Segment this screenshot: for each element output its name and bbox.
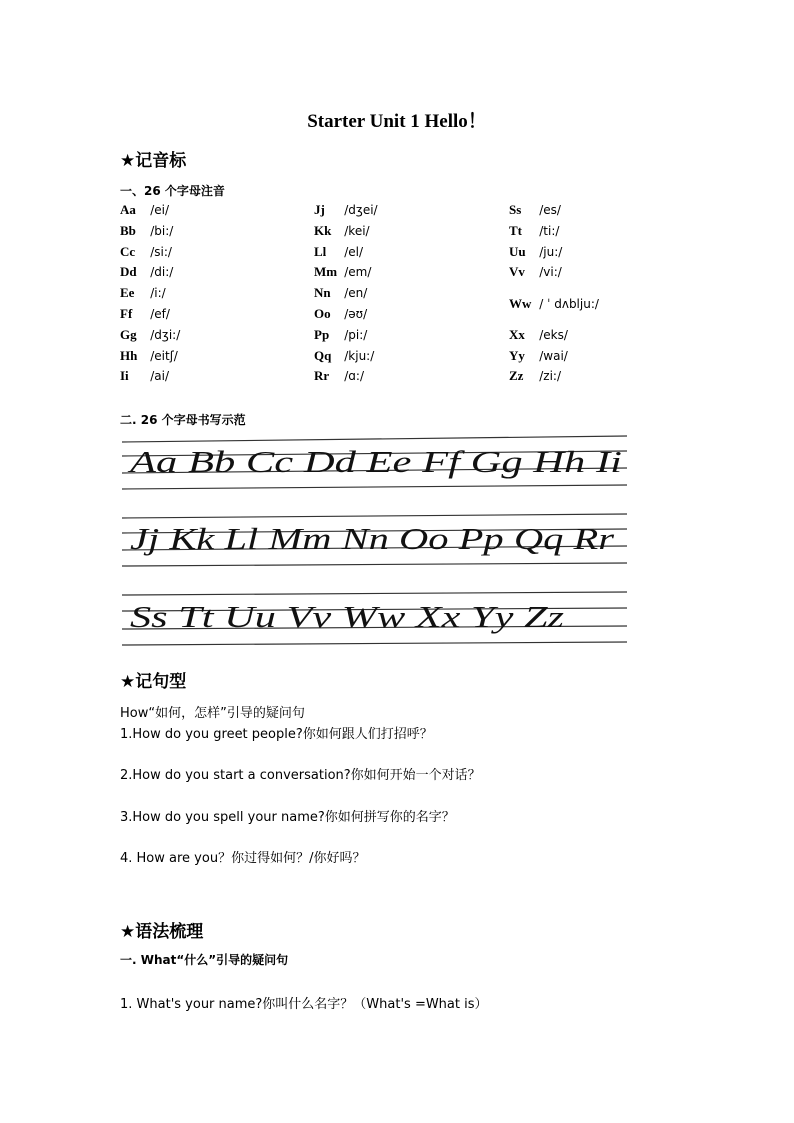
handwriting-row-2: Jj Kk Ll Mm Nn Oo Pp Qq Rr	[130, 521, 616, 556]
page-title: Starter Unit 1 Hello！	[307, 111, 487, 132]
letter-row: Uu /ju:/	[509, 243, 563, 259]
handwriting-sample-image	[122, 432, 630, 654]
handwriting-lines	[122, 432, 630, 654]
letter-column-2	[314, 200, 504, 387]
letter-row: Hh /eitʃ/	[120, 347, 178, 363]
letter-row: Mm /em/	[314, 264, 372, 280]
sentence-item: 4. How are you？你过得如何？/你好吗？	[120, 851, 366, 866]
letter-row: Dd /di:/	[120, 264, 174, 280]
letter-row: Rr /ɑ:/	[314, 368, 364, 384]
letter-row: Jj /dʒei/	[314, 202, 378, 217]
letter-row: Xx /eks/	[509, 326, 568, 342]
letter-row: Ff /ef/	[120, 305, 170, 321]
letter-row: Ll /el/	[314, 243, 364, 259]
letter-column-1	[120, 200, 310, 387]
letter-row: Nn /en/	[314, 285, 368, 301]
letter-row: Aa /ei/	[120, 202, 170, 217]
section-heading-sentences: ★记句型	[120, 672, 187, 692]
letter-row: Ss /es/	[509, 202, 561, 217]
letter-row: Zz /zi:/	[509, 368, 562, 384]
subheading-letter-phonetics: 一、26 个字母注音	[120, 184, 225, 198]
subheading-handwriting: 二. 26 个字母书写示范	[120, 413, 246, 427]
sentence-item: 1.How do you greet people?你如何跟人们打招呼？	[120, 727, 433, 742]
section-heading-grammar: ★语法梳理	[120, 922, 204, 942]
letter-row: Ww / ˈ dʌblju:/	[509, 296, 599, 312]
letter-row: Ii /ai/	[120, 368, 170, 384]
letter-row: Cc /si:/	[120, 243, 172, 259]
subheading-what-questions: 一. What“什么”引导的疑问句	[120, 953, 289, 967]
letter-phonetic-table	[120, 200, 640, 390]
letter-row: Tt /ti:/	[509, 222, 560, 238]
letter-row: Bb /bi:/	[120, 222, 174, 238]
sentence-item: 3.How do you spell your name?你如何拼写你的名字？	[120, 810, 455, 825]
sentence-intro: How“如何，怎样”引导的疑问句	[120, 706, 305, 721]
letter-row: Ee /i:/	[120, 285, 166, 301]
sentence-item: 2.How do you start a conversation?你如何开始一个对话？	[120, 768, 481, 783]
letter-row: Gg /dʒi:/	[120, 326, 181, 342]
letter-row: Oo /əʊ/	[314, 305, 368, 321]
handwriting-row-1: Aa Bb Cc Dd Ee Ff Gg Hh Ii	[127, 444, 622, 479]
handwriting-row-3: Ss Tt Uu Vv Ww Xx Yy Zz	[130, 599, 564, 634]
letter-row: Vv /vi:/	[509, 264, 562, 280]
letter-row: Yy /wai/	[509, 347, 568, 363]
grammar-sentence: 1. What's your name?你叫什么名字？（What's =What is）	[120, 997, 488, 1012]
letter-column-3	[509, 200, 699, 387]
section-heading-phonetics: ★记音标	[120, 151, 187, 171]
letter-row: Kk /kei/	[314, 222, 370, 238]
letter-row: Qq /kju:/	[314, 347, 375, 363]
letter-row: Pp /pi:/	[314, 326, 368, 342]
